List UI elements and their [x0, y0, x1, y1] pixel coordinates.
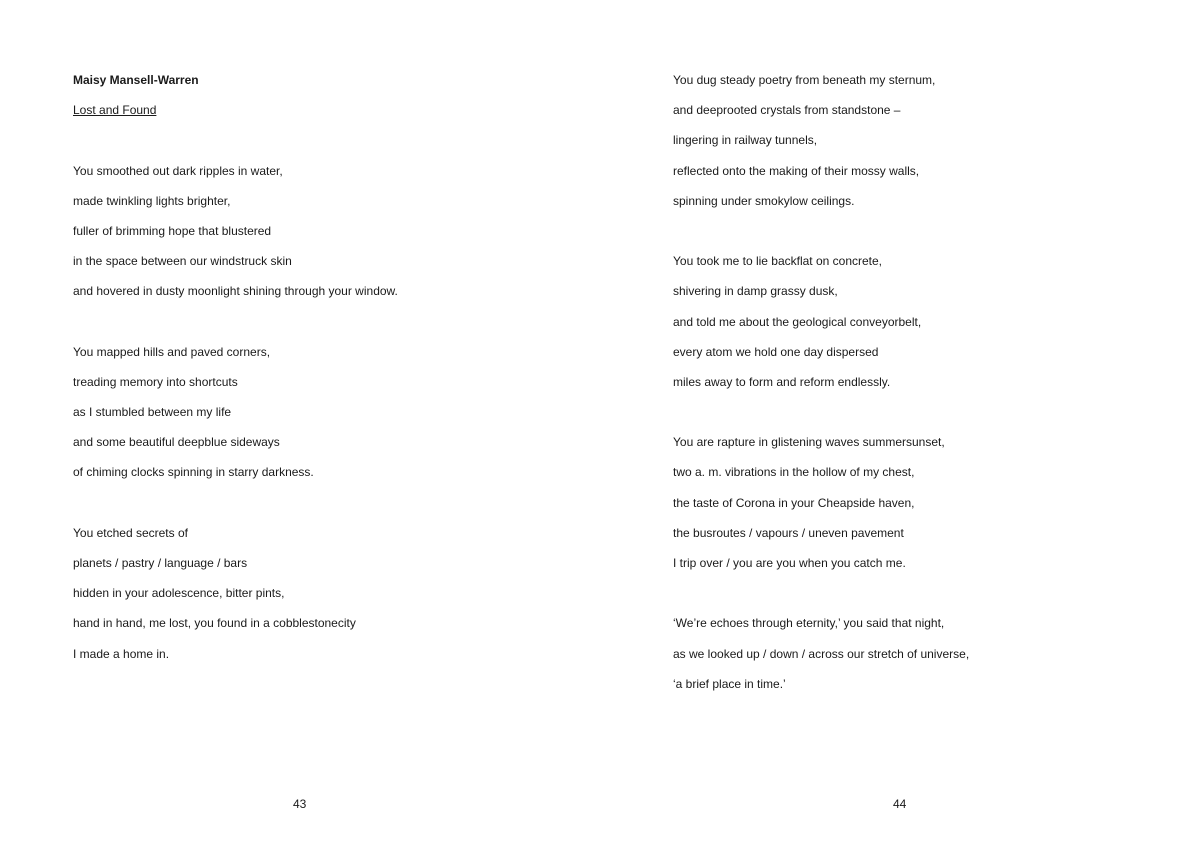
poem-line: every atom we hold one day dispersed: [673, 344, 879, 359]
page-number: 43: [293, 797, 307, 811]
page-number: 44: [893, 797, 907, 811]
poem-line: You took me to lie backflat on concrete,: [673, 254, 883, 269]
stanza: [673, 613, 969, 704]
poem-line: as I stumbled between my life: [73, 405, 232, 420]
left-poem-column: [73, 70, 398, 674]
poem-line: fuller of brimming hope that blustered: [73, 223, 272, 238]
stanza: [73, 161, 398, 312]
stanza-break: [73, 312, 398, 342]
poem-line: spinning under smokylow ceilings.: [673, 193, 855, 208]
stanza: [673, 432, 969, 583]
stanza-break: [73, 130, 398, 160]
poem-line: the busroutes / vapours / uneven pavement: [673, 525, 904, 540]
poem-line: You etched secrets of: [73, 525, 188, 540]
poem-title: Lost and Found: [73, 103, 157, 118]
poem-line: hand in hand, me lost, you found in a cobblestonecity: [73, 616, 356, 631]
poem-line: the taste of Corona in your Cheapside haven,: [673, 495, 915, 510]
poem-line: hidden in your adolescence, bitter pints,: [73, 586, 285, 601]
poem-line: of chiming clocks spinning in starry darkness.: [73, 465, 314, 480]
poem-line: planets / pastry / language / bars: [73, 556, 248, 570]
author-name: Maisy Mansell-Warren: [73, 73, 199, 87]
poem-line: miles away to form and reform endlessly.: [673, 374, 891, 389]
poem-line: You mapped hills and paved corners,: [73, 344, 271, 359]
poem-line: and told me about the geological conveyorbelt,: [673, 314, 922, 329]
poem-line: ‘We’re echoes through eternity,’ you said that night,: [673, 616, 945, 631]
poem-line: I made a home in.: [73, 646, 170, 661]
poem-line: You smoothed out dark ripples in water,: [73, 163, 283, 178]
right-poem-column: [673, 70, 969, 704]
stanza: [673, 70, 969, 221]
poem-line: treading memory into shortcuts: [73, 374, 238, 389]
poem-line: shivering in damp grassy dusk,: [673, 284, 838, 299]
stanza: [73, 523, 398, 674]
poem-line: ‘a brief place in time.’: [673, 676, 786, 691]
stanza-break: [673, 402, 969, 432]
poem-line: as we looked up / down / across our stretch of universe,: [673, 646, 970, 661]
stanza-break: [673, 583, 969, 613]
poem-line: made twinkling lights brighter,: [73, 193, 231, 208]
poem-line: You dug steady poetry from beneath my sternum,: [673, 73, 936, 87]
poem-line: and deeprooted crystals from standstone –: [673, 103, 901, 118]
poem-line: and some beautiful deepblue sideways: [73, 435, 280, 450]
poem-line: reflected onto the making of their mossy walls,: [673, 163, 920, 178]
poem-line: lingering in railway tunnels,: [673, 133, 818, 148]
stanza-break: [673, 221, 969, 251]
poem-line: in the space between our windstruck skin: [73, 254, 292, 269]
right-page: [600, 0, 1200, 849]
poem-line: two a. m. vibrations in the hollow of my chest,: [673, 465, 915, 480]
stanza-break: [73, 493, 398, 523]
poem-line: You are rapture in glistening waves summersunset,: [673, 435, 945, 450]
poem-line: I trip over / you are you when you catch me.: [673, 556, 906, 570]
stanza: [73, 342, 398, 493]
stanza: [673, 251, 969, 402]
poem-line: and hovered in dusty moonlight shining through your window.: [73, 284, 398, 299]
